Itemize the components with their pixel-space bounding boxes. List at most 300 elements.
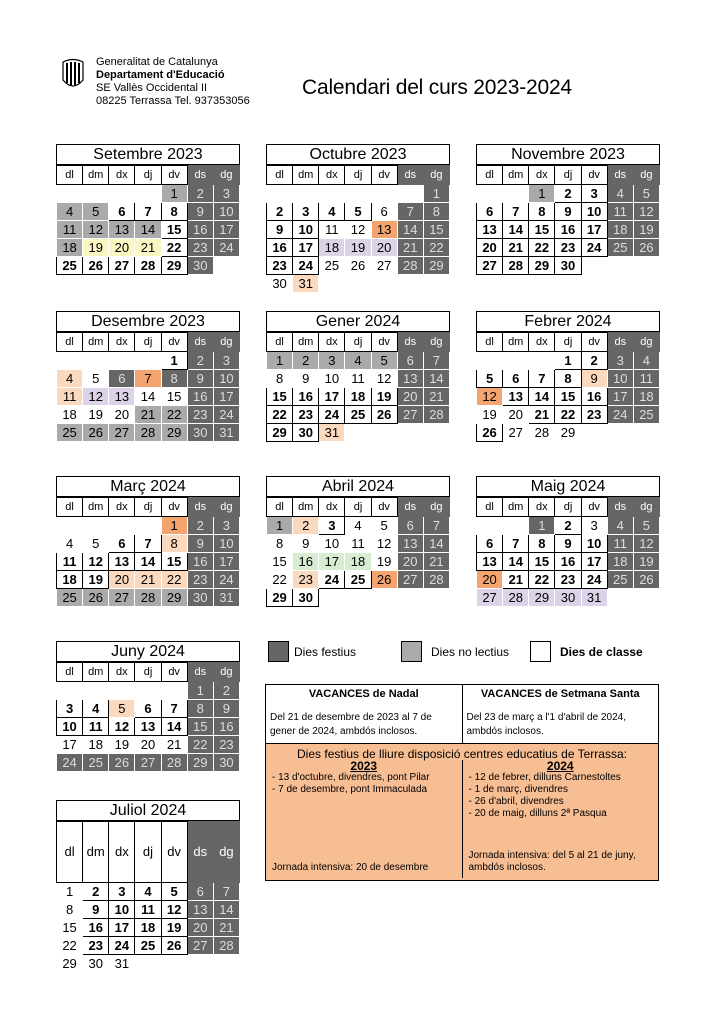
day-cell: 31 (293, 275, 319, 293)
day-cell: 29 (423, 257, 449, 275)
day-cell: 29 (187, 754, 213, 772)
day-cell: 11 (607, 535, 633, 553)
day-cell: 25 (345, 406, 371, 424)
day-cell: 28 (135, 589, 161, 607)
day-cell: 3 (319, 352, 345, 370)
day-cell: 22 (161, 239, 187, 257)
day-cell: 30 (293, 424, 319, 442)
day-cell: 19 (109, 736, 135, 754)
day-cell: 4 (319, 203, 345, 221)
org-line-3: SE Vallès Occidental II (96, 82, 208, 94)
weekday-header: dv (581, 333, 607, 352)
empty-day-cell (397, 275, 423, 293)
weekday-header: ds (187, 166, 213, 185)
vacances-nadal (266, 685, 462, 743)
day-cell: 16 (555, 221, 581, 239)
empty-day-cell (477, 185, 503, 203)
day-cell: 23 (293, 571, 319, 589)
day-cell: 9 (581, 370, 607, 388)
weekday-header: dg (423, 333, 449, 352)
day-cell: 18 (135, 919, 161, 937)
day-cell: 25 (83, 754, 109, 772)
day-cell: 19 (477, 406, 503, 424)
day-cell: 19 (633, 553, 659, 571)
day-cell: 5 (345, 203, 371, 221)
day-cell: 17 (213, 388, 239, 406)
day-cell: 8 (57, 901, 83, 919)
weekday-header: dg (213, 822, 239, 883)
empty-day-cell (633, 257, 659, 275)
day-cell: 27 (477, 589, 503, 607)
empty-day-cell (57, 517, 83, 535)
empty-day-cell (423, 275, 449, 293)
day-cell: 28 (135, 257, 161, 275)
day-cell: 11 (345, 370, 371, 388)
day-cell: 14 (529, 388, 555, 406)
day-cell: 5 (83, 535, 109, 553)
day-cell: 14 (161, 718, 187, 736)
day-cell: 23 (581, 406, 607, 424)
day-cell: 25 (135, 937, 161, 955)
org-line-1: Generalitat de Catalunya (96, 56, 218, 68)
day-cell: 16 (293, 553, 319, 571)
month-calendar (476, 311, 660, 442)
empty-day-cell (83, 682, 109, 700)
empty-day-cell (161, 682, 187, 700)
day-cell: 9 (187, 535, 213, 553)
day-cell: 11 (83, 718, 109, 736)
weekday-header: dl (57, 498, 83, 517)
day-cell: 23 (555, 239, 581, 257)
day-cell: 15 (161, 553, 187, 571)
day-cell: 26 (633, 239, 659, 257)
day-cell: 20 (371, 239, 397, 257)
day-cell: 19 (83, 239, 109, 257)
weekday-header: dj (345, 333, 371, 352)
day-cell: 25 (607, 571, 633, 589)
weekday-header: dx (109, 663, 135, 682)
weekday-header: dm (293, 166, 319, 185)
day-cell: 30 (213, 754, 239, 772)
weekday-header: dl (57, 663, 83, 682)
day-cell: 12 (83, 388, 109, 406)
empty-day-cell (109, 517, 135, 535)
day-cell: 20 (503, 406, 529, 424)
day-cell: 4 (345, 517, 371, 535)
day-cell: 7 (161, 700, 187, 718)
weekday-header: dg (423, 498, 449, 517)
day-cell: 18 (345, 388, 371, 406)
day-cell: 24 (607, 406, 633, 424)
weekday-header: dx (109, 333, 135, 352)
festius-2024-item: - 26 d'abril, divendres (468, 796, 564, 807)
day-cell: 10 (607, 370, 633, 388)
empty-day-cell (293, 185, 319, 203)
day-cell: 20 (477, 239, 503, 257)
day-cell: 14 (135, 221, 161, 239)
day-cell: 21 (423, 388, 449, 406)
day-cell: 5 (633, 185, 659, 203)
day-cell: 2 (187, 517, 213, 535)
day-cell: 24 (319, 571, 345, 589)
weekday-header: dl (57, 166, 83, 185)
day-cell: 18 (57, 406, 83, 424)
empty-day-cell (477, 352, 503, 370)
vacances-nadal-title: VACANCES de Nadal (308, 688, 419, 700)
day-cell: 13 (477, 221, 503, 239)
day-cell: 29 (57, 955, 83, 973)
day-cell: 6 (503, 370, 529, 388)
day-cell: 7 (135, 203, 161, 221)
empty-day-cell (135, 185, 161, 203)
month-title: Febrer 2024 (476, 311, 660, 332)
day-cell: 13 (109, 388, 135, 406)
day-cell: 7 (529, 370, 555, 388)
festius-2024-item: - 20 de maig, dilluns 2ª Pasqua (468, 808, 607, 819)
vacances-box (265, 684, 659, 881)
month-title: Octubre 2023 (266, 144, 450, 165)
day-cell: 24 (213, 571, 239, 589)
generalitat-logo-icon (60, 58, 86, 92)
day-cell: 19 (345, 239, 371, 257)
day-cell: 19 (633, 221, 659, 239)
weekday-header: dj (555, 333, 581, 352)
weekday-header: dx (529, 498, 555, 517)
day-cell: 22 (57, 937, 83, 955)
month-title: Novembre 2023 (476, 144, 660, 165)
month-title: Març 2024 (56, 476, 240, 497)
day-cell: 24 (213, 406, 239, 424)
day-cell: 8 (267, 535, 293, 553)
day-cell: 30 (187, 257, 213, 275)
day-cell: 17 (109, 919, 135, 937)
weekday-header: dv (161, 822, 187, 883)
day-cell: 10 (213, 535, 239, 553)
day-cell: 4 (633, 352, 659, 370)
day-cell: 27 (187, 937, 213, 955)
weekday-header: dj (135, 498, 161, 517)
day-cell: 21 (135, 239, 161, 257)
day-cell: 5 (161, 883, 187, 901)
day-cell: 1 (161, 517, 187, 535)
day-cell: 31 (109, 955, 135, 973)
empty-day-cell (503, 352, 529, 370)
weekday-header: dj (555, 166, 581, 185)
empty-day-cell (319, 589, 345, 607)
month-title: Juliol 2024 (56, 800, 240, 821)
day-cell: 23 (187, 239, 213, 257)
day-cell: 6 (109, 370, 135, 388)
day-cell: 9 (293, 535, 319, 553)
empty-day-cell (57, 352, 83, 370)
day-cell: 14 (503, 553, 529, 571)
month-title: Juny 2024 (56, 641, 240, 662)
day-cell: 15 (267, 553, 293, 571)
day-cell: 17 (213, 553, 239, 571)
month-calendar (56, 476, 240, 607)
day-cell: 2 (293, 352, 319, 370)
empty-day-cell (135, 955, 161, 973)
day-cell: 9 (293, 370, 319, 388)
day-cell: 8 (529, 535, 555, 553)
day-cell: 16 (555, 553, 581, 571)
day-cell: 19 (83, 406, 109, 424)
weekday-header: dx (529, 166, 555, 185)
day-cell: 18 (607, 553, 633, 571)
day-cell: 30 (293, 589, 319, 607)
day-cell: 11 (319, 221, 345, 239)
day-cell: 10 (293, 221, 319, 239)
day-cell: 16 (187, 553, 213, 571)
day-cell: 1 (529, 185, 555, 203)
day-cell: 3 (213, 185, 239, 203)
day-cell: 26 (109, 754, 135, 772)
day-cell: 17 (319, 553, 345, 571)
day-cell: 22 (187, 736, 213, 754)
empty-day-cell (397, 185, 423, 203)
weekday-header: dg (213, 663, 239, 682)
day-cell: 4 (57, 535, 83, 553)
day-cell: 11 (345, 535, 371, 553)
day-cell: 16 (187, 221, 213, 239)
day-cell: 23 (187, 571, 213, 589)
empty-day-cell (345, 424, 371, 442)
empty-day-cell (161, 955, 187, 973)
day-cell: 27 (109, 589, 135, 607)
weekday-header: dl (57, 822, 83, 883)
day-cell: 23 (267, 257, 293, 275)
empty-day-cell (371, 275, 397, 293)
day-cell: 2 (555, 517, 581, 535)
day-cell: 5 (109, 700, 135, 718)
day-cell: 27 (371, 257, 397, 275)
weekday-header: dm (83, 498, 109, 517)
day-cell: 14 (213, 901, 239, 919)
day-cell: 28 (423, 571, 449, 589)
day-cell: 18 (607, 221, 633, 239)
day-cell: 9 (555, 535, 581, 553)
day-cell: 2 (555, 185, 581, 203)
weekday-header: dj (135, 663, 161, 682)
day-cell: 15 (267, 388, 293, 406)
weekday-header: dv (161, 663, 187, 682)
weekday-header: dl (477, 333, 503, 352)
weekday-header: dj (345, 498, 371, 517)
weekday-header: dv (161, 498, 187, 517)
day-cell: 29 (529, 257, 555, 275)
empty-day-cell (345, 275, 371, 293)
day-cell: 1 (161, 185, 187, 203)
day-cell: 2 (213, 682, 239, 700)
day-cell: 15 (57, 919, 83, 937)
day-cell: 30 (555, 257, 581, 275)
day-cell: 12 (83, 221, 109, 239)
day-cell: 5 (83, 203, 109, 221)
day-cell: 17 (57, 736, 83, 754)
day-cell: 10 (109, 901, 135, 919)
day-cell: 28 (423, 406, 449, 424)
day-cell: 7 (423, 352, 449, 370)
day-cell: 25 (319, 257, 345, 275)
day-cell: 17 (581, 553, 607, 571)
day-cell: 28 (503, 589, 529, 607)
day-cell: 28 (397, 257, 423, 275)
empty-day-cell (503, 517, 529, 535)
day-cell: 8 (161, 370, 187, 388)
day-cell: 3 (213, 517, 239, 535)
legend-swatch-festius (268, 641, 289, 662)
day-cell: 17 (213, 221, 239, 239)
day-cell: 22 (555, 406, 581, 424)
day-cell: 2 (187, 352, 213, 370)
day-cell: 15 (555, 388, 581, 406)
weekday-header: dg (633, 498, 659, 517)
weekday-header: dx (529, 333, 555, 352)
day-cell: 21 (161, 736, 187, 754)
day-cell: 15 (529, 553, 555, 571)
day-cell: 10 (213, 370, 239, 388)
day-cell: 24 (581, 239, 607, 257)
day-cell: 11 (633, 370, 659, 388)
day-cell: 8 (423, 203, 449, 221)
day-cell: 9 (213, 700, 239, 718)
festius-2023-item: - 7 de desembre, pont Immaculada (272, 784, 428, 795)
weekday-header: dv (371, 333, 397, 352)
day-cell: 25 (607, 239, 633, 257)
weekday-header: ds (397, 333, 423, 352)
day-cell: 31 (213, 424, 239, 442)
day-cell: 10 (581, 203, 607, 221)
day-cell: 24 (319, 406, 345, 424)
empty-day-cell (529, 352, 555, 370)
day-cell: 18 (345, 553, 371, 571)
day-cell: 6 (397, 517, 423, 535)
day-cell: 12 (161, 901, 187, 919)
festius-lliure-disposicio (266, 744, 658, 880)
weekday-header: dg (213, 166, 239, 185)
weekday-header: dv (161, 166, 187, 185)
empty-day-cell (109, 185, 135, 203)
day-cell: 19 (161, 919, 187, 937)
day-cell: 24 (293, 257, 319, 275)
day-cell: 7 (213, 883, 239, 901)
day-cell: 3 (319, 517, 345, 535)
festius-year-2024: 2024 (546, 759, 574, 773)
day-cell: 18 (83, 736, 109, 754)
legend-label-festius: Dies festius (294, 645, 357, 659)
day-cell: 29 (529, 589, 555, 607)
weekday-header: dg (633, 333, 659, 352)
weekday-header: dv (581, 166, 607, 185)
day-cell: 11 (57, 553, 83, 571)
day-cell: 6 (187, 883, 213, 901)
day-cell: 24 (581, 571, 607, 589)
day-cell: 16 (581, 388, 607, 406)
weekday-header: dm (83, 166, 109, 185)
legend (268, 641, 678, 665)
weekday-header: dg (213, 498, 239, 517)
month-calendar (266, 144, 450, 293)
empty-day-cell (135, 682, 161, 700)
day-cell: 11 (57, 221, 83, 239)
day-cell: 29 (161, 589, 187, 607)
day-cell: 15 (161, 388, 187, 406)
day-cell: 20 (135, 736, 161, 754)
day-cell: 8 (267, 370, 293, 388)
day-cell: 2 (293, 517, 319, 535)
weekday-header: dx (109, 498, 135, 517)
day-cell: 28 (529, 424, 555, 442)
jornada-intensiva-2024: Jornada intensiva: del 5 al 21 de juny, ambdós inclosos. (468, 850, 636, 873)
empty-day-cell (267, 185, 293, 203)
day-cell: 20 (477, 571, 503, 589)
day-cell: 16 (213, 718, 239, 736)
weekday-header: dl (267, 498, 293, 517)
day-cell: 4 (57, 203, 83, 221)
day-cell: 10 (581, 535, 607, 553)
day-cell: 22 (423, 239, 449, 257)
day-cell: 27 (397, 571, 423, 589)
day-cell: 21 (135, 571, 161, 589)
day-cell: 20 (397, 553, 423, 571)
empty-day-cell (57, 185, 83, 203)
weekday-header: ds (187, 333, 213, 352)
day-cell: 17 (581, 221, 607, 239)
empty-day-cell (187, 955, 213, 973)
day-cell: 8 (187, 700, 213, 718)
empty-day-cell (503, 185, 529, 203)
day-cell: 26 (345, 257, 371, 275)
weekday-header: dv (161, 333, 187, 352)
day-cell: 20 (109, 571, 135, 589)
day-cell: 5 (477, 370, 503, 388)
day-cell: 30 (267, 275, 293, 293)
empty-day-cell (581, 257, 607, 275)
weekday-header: dx (109, 822, 135, 883)
vacances-ss-text: Del 23 de març a l'1 d'abril de 2024, ambdós inclosos. (466, 712, 626, 737)
legend-label-no-lectius: Dies no lectius (431, 645, 510, 659)
weekday-header: ds (607, 498, 633, 517)
empty-day-cell (135, 517, 161, 535)
day-cell: 13 (397, 370, 423, 388)
day-cell: 4 (345, 352, 371, 370)
empty-day-cell (633, 424, 659, 442)
month-calendar (266, 311, 450, 442)
day-cell: 13 (187, 901, 213, 919)
day-cell: 12 (109, 718, 135, 736)
day-cell: 23 (83, 937, 109, 955)
weekday-header: dm (293, 333, 319, 352)
day-cell: 2 (187, 185, 213, 203)
empty-day-cell (371, 424, 397, 442)
weekday-header: dg (423, 166, 449, 185)
day-cell: 2 (581, 352, 607, 370)
day-cell: 19 (83, 571, 109, 589)
empty-day-cell (633, 589, 659, 607)
weekday-header: dj (555, 498, 581, 517)
day-cell: 3 (57, 700, 83, 718)
weekday-header: dx (319, 498, 345, 517)
weekday-header: dm (503, 333, 529, 352)
day-cell: 17 (607, 388, 633, 406)
empty-day-cell (213, 257, 239, 275)
festius-2023-item: - 13 d'octubre, divendres, pont Pilar (272, 772, 430, 783)
vacances-nadal-text: Del 21 de desembre de 2023 al 7 de gener de 2024, ambdós inclosos. (270, 712, 432, 737)
legend-swatch-classe (530, 641, 551, 662)
day-cell: 29 (267, 589, 293, 607)
day-cell: 19 (371, 388, 397, 406)
empty-day-cell (607, 257, 633, 275)
